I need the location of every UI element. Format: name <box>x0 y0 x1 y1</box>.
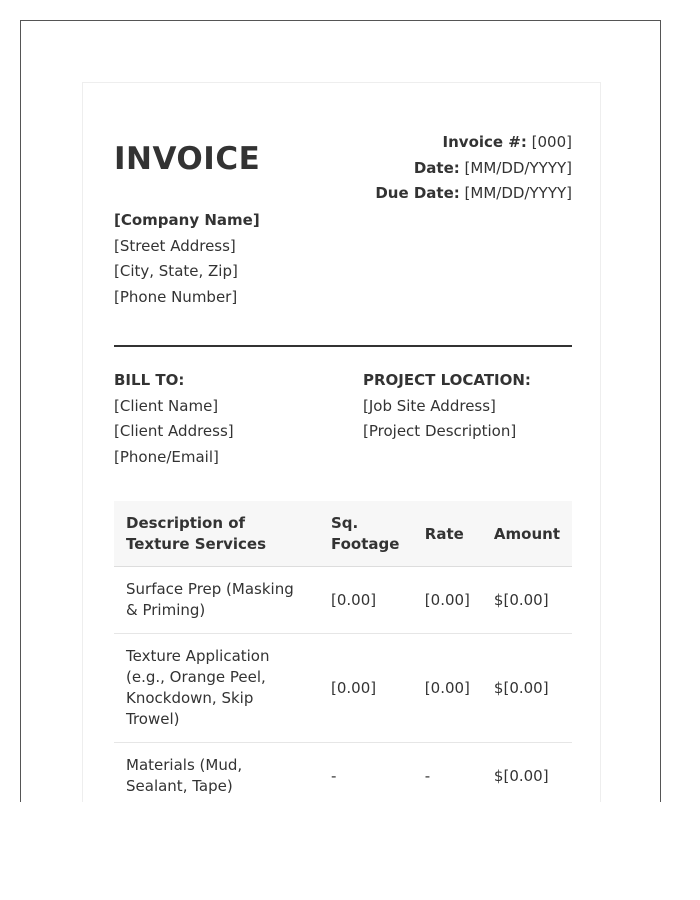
table-header-row <box>114 501 572 567</box>
invoice-due-date-value: [MM/DD/YYYY] <box>464 184 572 202</box>
header-sq-footage: Sq. Footage <box>319 501 413 567</box>
table-row <box>114 634 572 743</box>
row-amount: $[0.00] <box>482 567 572 634</box>
invoice-meta <box>375 130 572 207</box>
invoice-date-line <box>375 156 572 182</box>
invoice-number-line <box>375 130 572 156</box>
invoice-card <box>82 82 601 802</box>
company-name: [Company Name] <box>114 211 260 229</box>
row-amount: $[0.00] <box>482 634 572 743</box>
row-description: Materials (Mud, Sealant, Tape) <box>114 743 319 803</box>
header-amount: Amount <box>482 501 572 567</box>
invoice-number-value: [000] <box>531 133 572 151</box>
project-location-label: PROJECT LOCATION: <box>363 371 531 389</box>
row-rate: [0.00] <box>413 634 482 743</box>
company-phone: [Phone Number] <box>114 287 238 306</box>
project-description: [Project Description] <box>363 422 517 440</box>
client-contact: [Phone/Email] <box>114 447 219 466</box>
row-rate: - <box>413 743 482 803</box>
row-sq-footage: - <box>319 743 413 803</box>
header-description: Description of Texture Services <box>114 501 319 567</box>
company-block <box>114 208 260 310</box>
client-address: [Client Address] <box>114 422 234 440</box>
table-row <box>114 567 572 634</box>
invoice-due-date-line <box>375 181 572 207</box>
invoice-title: INVOICE <box>114 141 261 177</box>
invoice-date-label: Date: <box>413 158 460 177</box>
invoice-number-label: Invoice #: <box>442 133 527 151</box>
row-amount: $[0.00] <box>482 743 572 803</box>
table-row <box>114 743 572 803</box>
services-table <box>114 501 572 802</box>
document-page <box>20 20 661 802</box>
row-description: Texture Application (e.g., Orange Peel, Knockdown, Skip Trowel) <box>114 634 319 743</box>
bill-to-block <box>114 368 234 470</box>
row-sq-footage: [0.00] <box>319 634 413 743</box>
invoice-due-date-label: Due Date: <box>375 184 460 202</box>
header-rate: Rate <box>413 501 482 567</box>
row-rate: [0.00] <box>413 567 482 634</box>
invoice-date-value: [MM/DD/YYYY] <box>464 158 572 177</box>
row-sq-footage: [0.00] <box>319 567 413 634</box>
section-divider <box>114 345 572 347</box>
company-city: [City, State, Zip] <box>114 262 238 280</box>
company-street: [Street Address] <box>114 236 236 255</box>
project-location-block <box>363 368 531 445</box>
row-description: Surface Prep (Masking & Priming) <box>114 567 319 634</box>
client-name: [Client Name] <box>114 396 219 415</box>
job-site-address: [Job Site Address] <box>363 396 496 415</box>
bill-to-label: BILL TO: <box>114 371 185 389</box>
